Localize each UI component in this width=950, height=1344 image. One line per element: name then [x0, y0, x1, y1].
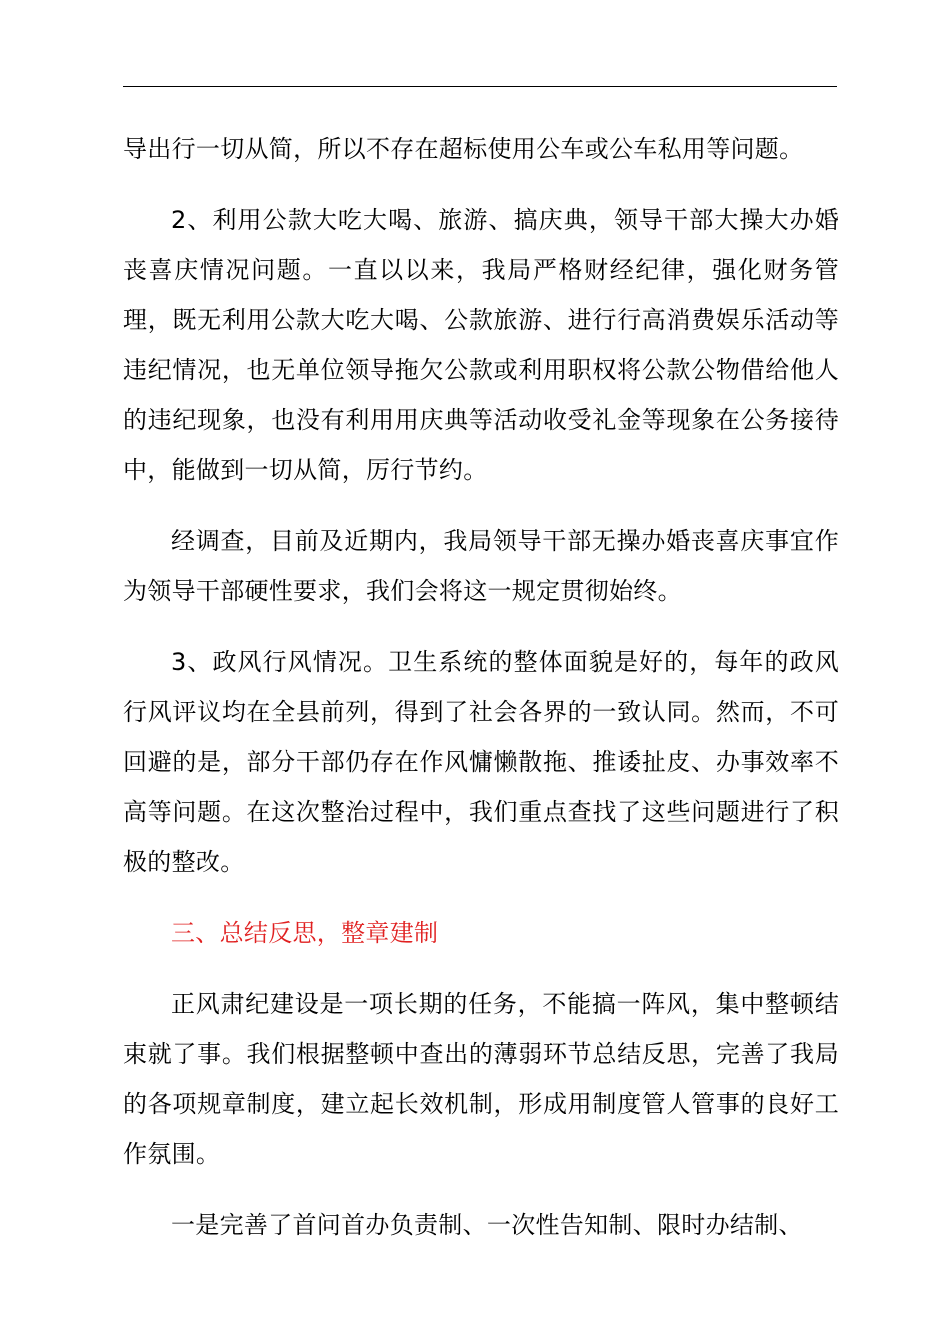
paragraph-first-measure: 一是完善了首问首办负责制、一次性告知制、限时办结制、 [171, 1211, 803, 1239]
paragraph-continuation: 导出行一切从简，所以不存在超标使用公车或公车私用等问题。 [123, 135, 804, 163]
paragraph-item-3: 3、政风行风情况。卫生系统的整体面貌是好的，每年的政风行风评议均在全县前列，得到了社会各界的一致认同。然而，不可回避的是，部分干部仍存在作风慵懒散拖、推诿扯皮、办事效率不高等问题。在这次整治过程中，我们重点查找了这些问题进行了积极的整改。 [123, 648, 839, 876]
header-rule [123, 86, 837, 87]
section-heading: 三、总结反思，整章建制 [171, 919, 439, 947]
paragraph-investigation: 经调查，目前及近期内，我局领导干部无操办婚丧喜庆事宜作为领导干部硬性要求，我们会将这一规定贯彻始终。 [123, 527, 839, 605]
document-body [123, 124, 839, 1250]
paragraph-item-2: 2、利用公款大吃大喝、旅游、搞庆典，领导干部大操大办婚丧喜庆情况问题。一直以以来，我局严格财经纪律，强化财务管理，既无利用公款大吃大喝、公款旅游、进行行高消费娱乐活动等违纪情况，也无单位领导拖欠公款或利用职权将公款公物借给他人的违纪现象，也没有利用用庆典等活动收受礼金等现象在公务接待中，能做到一切从简，厉行节约。 [123, 206, 839, 484]
paragraph-summary: 正风肃纪建设是一项长期的任务，不能搞一阵风，集中整顿结束就了事。我们根据整顿中查出的薄弱环节总结反思，完善了我局的各项规章制度，建立起长效机制，形成用制度管人管事的良好工作氛围。 [123, 990, 839, 1168]
